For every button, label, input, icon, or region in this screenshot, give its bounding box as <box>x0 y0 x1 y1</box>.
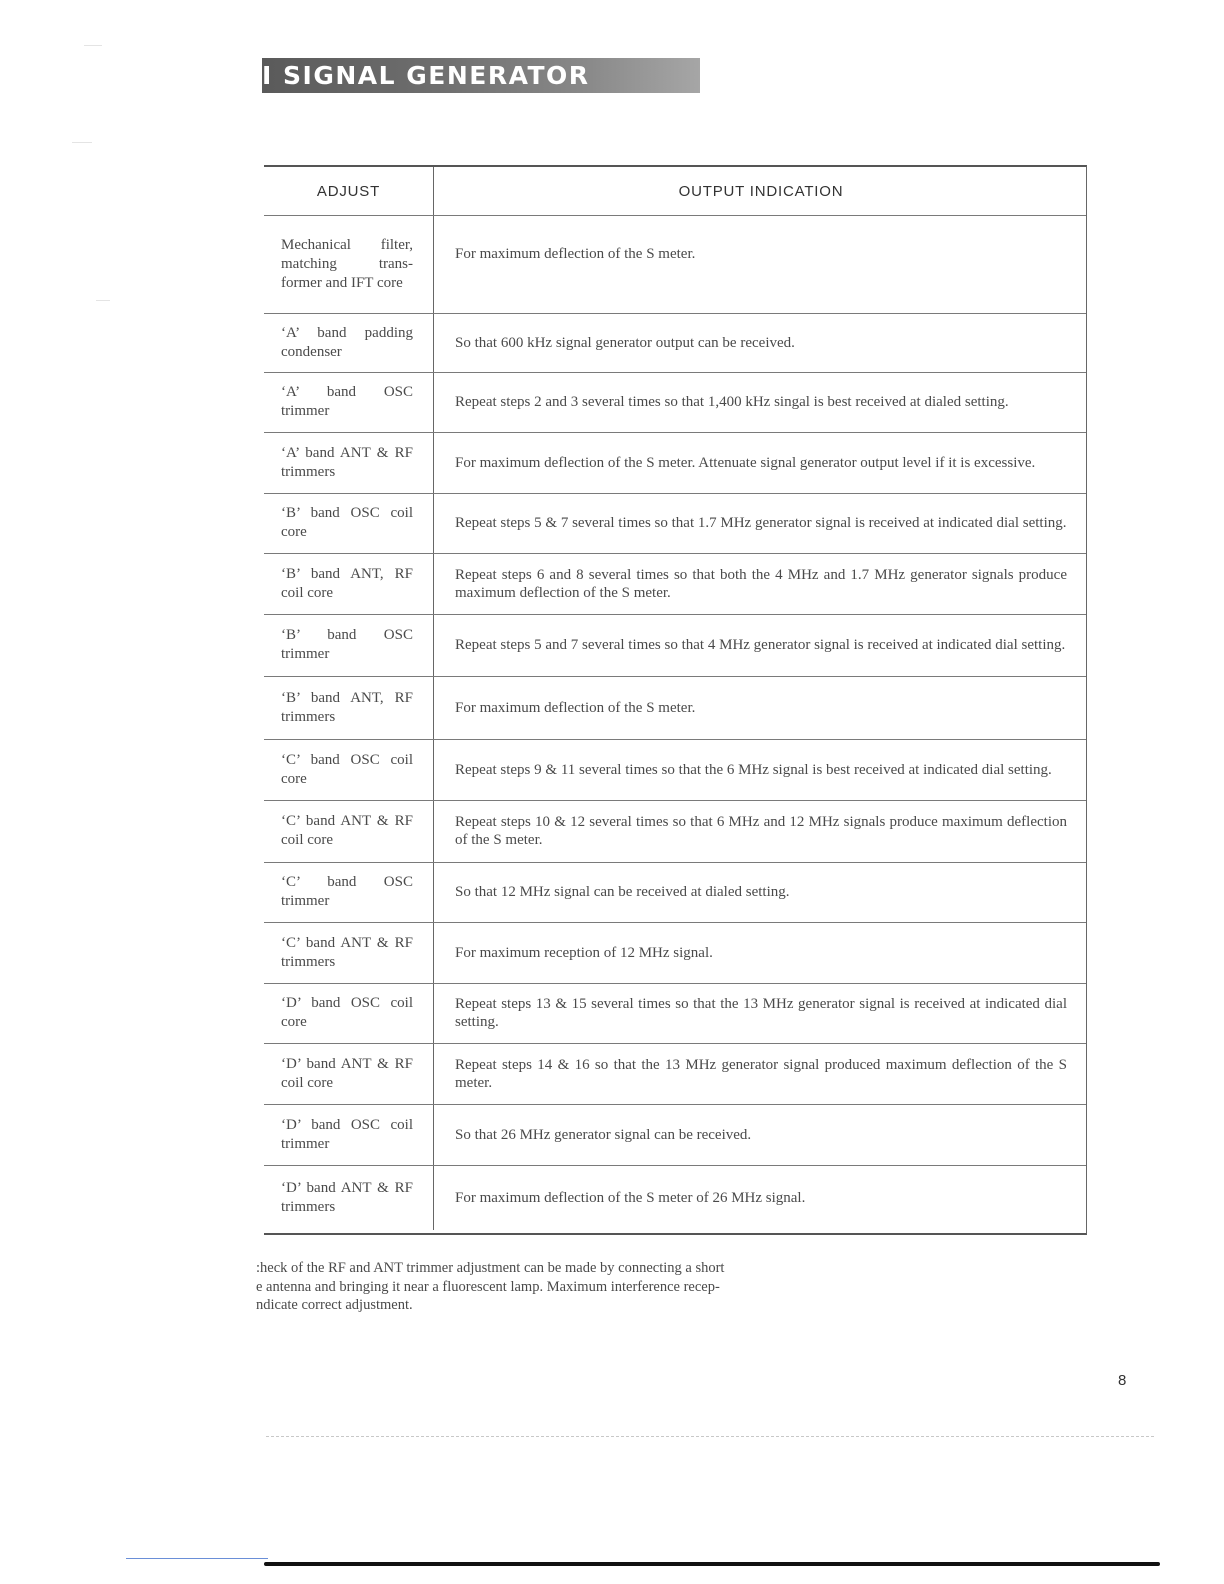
footnote-line: :heck of the RF and ANT trimmer adjustment can be made by connecting a short <box>256 1260 725 1276</box>
table-row-output-cell: Repeat steps 9 & 11 several times so that the 6 MHz signal is best received at indicated dial setting. <box>455 761 1052 778</box>
row-divider <box>264 800 1086 801</box>
table-row-output-cell: Repeat steps 5 & 7 several times so that 1.7 MHz generator signal is received at indicated dial setting. <box>455 515 1067 531</box>
table-row-output-cell: Repeat steps 13 & 15 several times so that the 13 MHz generator signal is received at indicated dial setting. <box>455 996 1067 1030</box>
table-row-adjust-cell: ‘B’ band ANT, RF coil core <box>281 565 413 601</box>
table-row-adjust-cell: ‘D’ band OSC coil trimmer <box>281 1116 413 1152</box>
row-divider <box>264 372 1086 373</box>
table-row-output-cell: Repeat steps 2 and 3 several times so that 1,400 kHz singal is best received at dialed setting. <box>455 394 1009 410</box>
column-divider <box>433 167 434 1230</box>
footnote-line: e antenna and bringing it near a fluorescent lamp. Maximum interference recep- <box>256 1278 720 1295</box>
table-row-adjust-cell: ‘C’ band OSC coil core <box>281 751 413 787</box>
table-row-adjust-cell: ‘B’ band OSC coil core <box>281 505 413 540</box>
row-divider <box>264 1104 1086 1105</box>
table-row-output-cell: For maximum deflection of the S meter of 26 MHz signal. <box>455 1190 806 1206</box>
table-row-output-cell: So that 26 MHz generator signal can be received. <box>455 1126 752 1143</box>
row-divider <box>264 1043 1086 1044</box>
table-row-output-cell: Repeat steps 14 & 16 so that the 13 MHz generator signal produced maximum deflection of the S meter. <box>455 1056 1067 1091</box>
table-row-output-cell: So that 600 kHz signal generator output can be received. <box>455 335 795 351</box>
row-divider <box>264 432 1086 433</box>
row-divider <box>264 739 1086 740</box>
table-row-adjust-cell: ‘D’ band OSC coil core <box>281 995 413 1030</box>
table-row-adjust-cell: ‘A’ band ANT & RF trimmers <box>281 444 413 480</box>
footnote-line: ndicate correct adjustment. <box>256 1297 413 1313</box>
row-divider <box>264 862 1086 863</box>
row-divider <box>264 313 1086 314</box>
scan-artifact-line <box>266 1436 1154 1437</box>
column-header-output: OUTPUT INDICATION <box>678 183 844 200</box>
row-divider <box>264 983 1086 984</box>
row-divider <box>264 215 1086 216</box>
table-row-output-cell: For maximum reception of 12 MHz signal. <box>455 944 713 961</box>
table-row-adjust-cell: ‘B’ band ANT, RF trimmers <box>281 689 413 725</box>
page-title: I SIGNAL GENERATOR <box>262 61 590 90</box>
table-row-adjust-cell: Mechanical filter, matching trans-former and IFT core <box>281 236 413 291</box>
row-divider <box>264 922 1086 923</box>
table-row-output-cell: For maximum deflection of the S meter. <box>455 246 696 262</box>
table-row-adjust-cell: ‘D’ band ANT & RF trimmers <box>281 1180 413 1215</box>
table-row-adjust-cell: ‘C’ band ANT & RF trimmers <box>281 934 413 970</box>
table-row-output-cell: Repeat steps 5 and 7 several times so that 4 MHz generator signal is received at indicated dial setting. <box>455 637 1066 653</box>
table-row-adjust-cell: ‘C’ band OSC trimmer <box>281 874 413 909</box>
scan-artifact-blue-line <box>126 1558 268 1559</box>
table-row-adjust-cell: ‘C’ band ANT & RF coil core <box>281 813 413 848</box>
row-divider <box>264 553 1086 554</box>
row-divider <box>264 493 1086 494</box>
table-row-output-cell: Repeat steps 6 and 8 several times so that both the 4 MHz and 1.7 MHz generator signals produce maximum deflection of the S meter. <box>455 566 1067 601</box>
table-row-output-cell: So that 12 MHz signal can be received at dialed setting. <box>455 884 790 900</box>
footnote <box>256 1259 896 1315</box>
scan-artifact-bottom-edge <box>264 1562 1160 1566</box>
row-divider <box>264 614 1086 615</box>
table-row-adjust-cell: ‘B’ band OSC trimmer <box>281 627 413 662</box>
table-row-adjust-cell: ‘A’ band OSC trimmer <box>281 384 413 419</box>
table-row-adjust-cell: ‘A’ band padding condenser <box>281 325 413 360</box>
page-number: 8 <box>1118 1372 1127 1389</box>
table-row-output-cell: For maximum deflection of the S meter. Attenuate signal generator output level if it is excessive. <box>455 454 1036 471</box>
column-header-adjust: ADJUST <box>316 183 381 200</box>
row-divider <box>264 676 1086 677</box>
table-row-output-cell: Repeat steps 10 & 12 several times so that 6 MHz and 12 MHz signals produce maximum deflection of the S meter. <box>455 814 1067 848</box>
table-row-adjust-cell: ‘D’ band ANT & RF coil core <box>281 1055 413 1091</box>
row-divider <box>264 1165 1086 1166</box>
table-row-output-cell: For maximum deflection of the S meter. <box>455 699 696 716</box>
